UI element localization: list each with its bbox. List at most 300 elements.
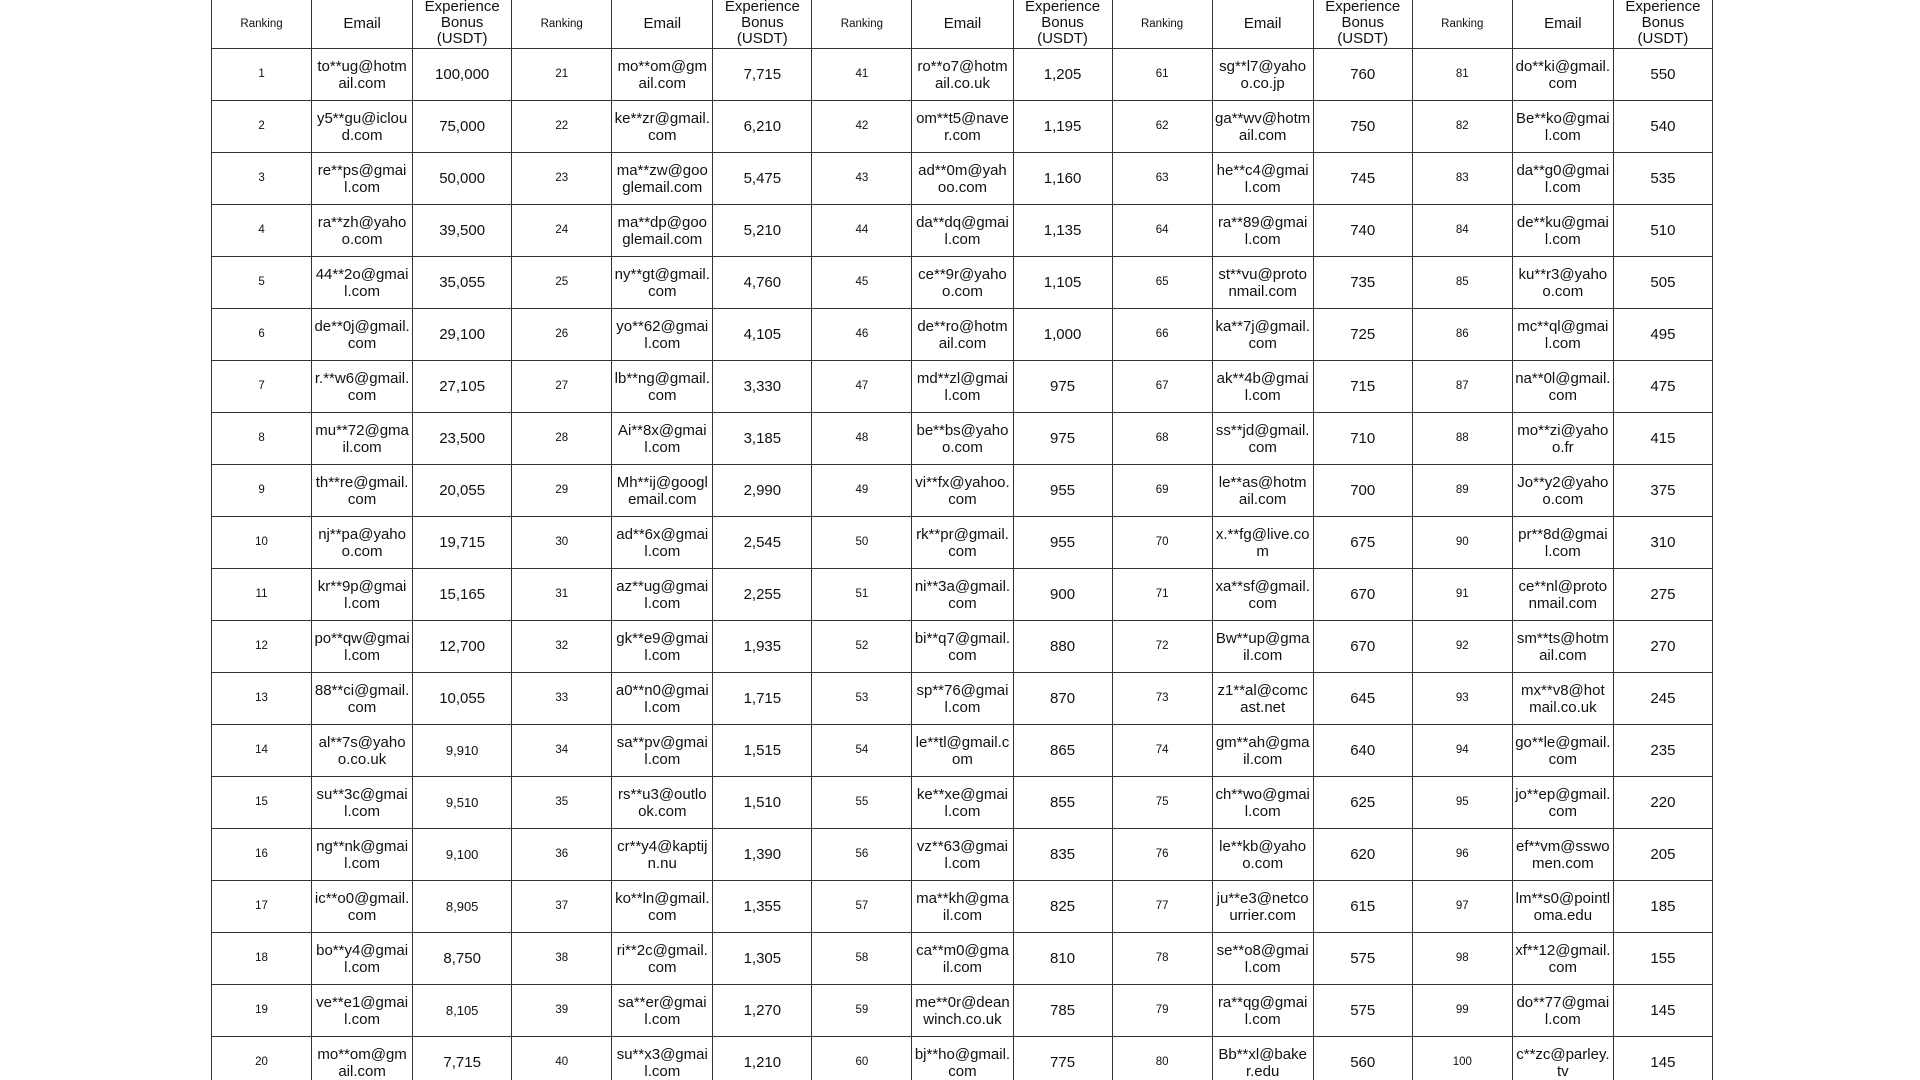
email-cell: ri**2c@gmail.com [612,933,713,985]
bonus-cell: 745 [1313,153,1412,205]
ranking-cell: 66 [1112,309,1212,361]
ranking-cell: 100 [1412,1037,1512,1080]
ranking-cell: 50 [812,517,912,569]
table-row [212,569,1713,621]
ranking-header: Ranking [212,0,312,49]
ranking-cell: 96 [1412,829,1512,881]
ranking-cell: 8 [212,413,312,465]
bonus-cell: 475 [1613,361,1712,413]
bonus-cell: 550 [1613,49,1712,101]
ranking-cell: 36 [512,829,612,881]
email-cell: ma**dp@googlemail.com [612,205,713,257]
bonus-cell: 640 [1313,725,1412,777]
bonus-cell: 2,545 [713,517,812,569]
bonus-cell: 5,210 [713,205,812,257]
bonus-cell: 145 [1613,1037,1712,1080]
bonus-cell: 7,715 [413,1037,512,1080]
ranking-cell: 49 [812,465,912,517]
ranking-cell: 3 [212,153,312,205]
email-cell: om**t5@naver.com [912,101,1013,153]
bonus-cell: 810 [1013,933,1112,985]
bonus-cell: 9,510 [413,777,512,829]
email-cell: ad**0m@yahoo.com [912,153,1013,205]
email-cell: re**ps@gmail.com [312,153,413,205]
email-cell: ak**4b@gmail.com [1212,361,1313,413]
email-cell: su**3c@gmail.com [312,777,413,829]
ranking-cell: 87 [1412,361,1512,413]
email-cell: rs**u3@outlook.com [612,777,713,829]
bonus-cell: 1,195 [1013,101,1112,153]
ranking-cell: 63 [1112,153,1212,205]
email-header: Email [312,0,413,49]
bonus-cell: 35,055 [413,257,512,309]
email-cell: ra**89@gmail.com [1212,205,1313,257]
bonus-cell: 625 [1313,777,1412,829]
email-cell: gm**ah@gmail.com [1212,725,1313,777]
bonus-cell: 235 [1613,725,1712,777]
email-cell: mo**zi@yahoo.fr [1512,413,1613,465]
ranking-cell: 20 [212,1037,312,1080]
email-cell: to**ug@hotmail.com [312,49,413,101]
ranking-cell: 77 [1112,881,1212,933]
bonus-cell: 855 [1013,777,1112,829]
email-cell: kr**9p@gmail.com [312,569,413,621]
email-cell: pr**8d@gmail.com [1512,517,1613,569]
email-cell: ke**zr@gmail.com [612,101,713,153]
ranking-cell: 25 [512,257,612,309]
email-cell: lb**ng@gmail.com [612,361,713,413]
ranking-cell: 98 [1412,933,1512,985]
bonus-cell: 8,105 [413,985,512,1037]
ranking-cell: 73 [1112,673,1212,725]
bonus-cell: 560 [1313,1037,1412,1080]
ranking-header: Ranking [512,0,612,49]
bonus-cell: 1,935 [713,621,812,673]
ranking-cell: 6 [212,309,312,361]
email-cell: Jo**y2@yahoo.com [1512,465,1613,517]
bonus-header: Experience Bonus (USDT) [1313,0,1412,49]
email-header: Email [612,0,713,49]
bonus-cell: 1,135 [1013,205,1112,257]
email-cell: mx**v8@hotmail.co.uk [1512,673,1613,725]
table-row [212,829,1713,881]
email-cell: po**qw@gmail.com [312,621,413,673]
email-cell: ra**qg@gmail.com [1212,985,1313,1037]
bonus-cell: 145 [1613,985,1712,1037]
email-header: Email [912,0,1013,49]
email-cell: ce**9r@yahoo.com [912,257,1013,309]
bonus-cell: 100,000 [413,49,512,101]
ranking-cell: 54 [812,725,912,777]
email-cell: z1**al@comcast.net [1212,673,1313,725]
ranking-cell: 13 [212,673,312,725]
ranking-cell: 21 [512,49,612,101]
ranking-cell: 91 [1412,569,1512,621]
email-cell: md**zl@gmail.com [912,361,1013,413]
ranking-cell: 45 [812,257,912,309]
email-cell: su**x3@gmail.com [612,1037,713,1080]
bonus-cell: 1,270 [713,985,812,1037]
email-cell: vz**63@gmail.com [912,829,1013,881]
email-cell: lm**s0@pointloma.edu [1512,881,1613,933]
ranking-cell: 40 [512,1037,612,1080]
bonus-cell: 12,700 [413,621,512,673]
email-cell: ng**nk@gmail.com [312,829,413,881]
email-cell: gk**e9@gmail.com [612,621,713,673]
email-cell: ca**m0@gmail.com [912,933,1013,985]
ranking-cell: 67 [1112,361,1212,413]
email-cell: ic**o0@gmail.com [312,881,413,933]
email-cell: rk**pr@gmail.com [912,517,1013,569]
bonus-cell: 510 [1613,205,1712,257]
bonus-cell: 620 [1313,829,1412,881]
ranking-cell: 86 [1412,309,1512,361]
email-cell: mu**72@gmail.com [312,413,413,465]
bonus-cell: 645 [1313,673,1412,725]
ranking-cell: 2 [212,101,312,153]
bonus-cell: 710 [1313,413,1412,465]
email-header: Email [1512,0,1613,49]
ranking-cell: 42 [812,101,912,153]
ranking-cell: 15 [212,777,312,829]
table-row [212,985,1713,1037]
ranking-cell: 81 [1412,49,1512,101]
ranking-cell: 1 [212,49,312,101]
ranking-cell: 37 [512,881,612,933]
ranking-cell: 90 [1412,517,1512,569]
bonus-cell: 270 [1613,621,1712,673]
ranking-cell: 10 [212,517,312,569]
ranking-cell: 80 [1112,1037,1212,1080]
email-header: Email [1212,0,1313,49]
email-cell: r.**w6@gmail.com [312,361,413,413]
email-cell: de**0j@gmail.com [312,309,413,361]
bonus-cell: 1,510 [713,777,812,829]
email-cell: Bw**up@gmail.com [1212,621,1313,673]
ranking-cell: 93 [1412,673,1512,725]
table-row [212,257,1713,309]
email-cell: go**le@gmail.com [1512,725,1613,777]
ranking-cell: 99 [1412,985,1512,1037]
email-cell: sa**pv@gmail.com [612,725,713,777]
bonus-cell: 760 [1313,49,1412,101]
ranking-cell: 46 [812,309,912,361]
table-body [212,49,1713,1080]
email-cell: ka**7j@gmail.com [1212,309,1313,361]
ranking-cell: 4 [212,205,312,257]
ranking-header: Ranking [1412,0,1512,49]
ranking-cell: 65 [1112,257,1212,309]
email-cell: mc**ql@gmail.com [1512,309,1613,361]
ranking-cell: 76 [1112,829,1212,881]
email-cell: ve**e1@gmail.com [312,985,413,1037]
ranking-cell: 62 [1112,101,1212,153]
bonus-cell: 1,305 [713,933,812,985]
ranking-cell: 48 [812,413,912,465]
email-cell: az**ug@gmail.com [612,569,713,621]
ranking-cell: 85 [1412,257,1512,309]
table-row [212,205,1713,257]
bonus-cell: 39,500 [413,205,512,257]
email-cell: Mh**ij@googlemail.com [612,465,713,517]
ranking-cell: 47 [812,361,912,413]
bonus-cell: 3,330 [713,361,812,413]
bonus-cell: 4,760 [713,257,812,309]
email-cell: do**77@gmail.com [1512,985,1613,1037]
email-cell: x.**fg@live.com [1212,517,1313,569]
table-row [212,101,1713,153]
bonus-cell: 275 [1613,569,1712,621]
bonus-cell: 900 [1013,569,1112,621]
email-cell: be**bs@yahoo.com [912,413,1013,465]
ranking-cell: 95 [1412,777,1512,829]
email-cell: vi**fx@yahoo.com [912,465,1013,517]
ranking-cell: 57 [812,881,912,933]
email-cell: th**re@gmail.com [312,465,413,517]
ranking-cell: 55 [812,777,912,829]
ranking-cell: 24 [512,205,612,257]
email-cell: jo**ep@gmail.com [1512,777,1613,829]
ranking-cell: 51 [812,569,912,621]
table-row [212,153,1713,205]
ranking-cell: 12 [212,621,312,673]
bonus-cell: 670 [1313,569,1412,621]
email-cell: ni**3a@gmail.com [912,569,1013,621]
ranking-cell: 26 [512,309,612,361]
ranking-cell: 84 [1412,205,1512,257]
bonus-cell: 2,990 [713,465,812,517]
email-cell: bo**y4@gmail.com [312,933,413,985]
bonus-cell: 375 [1613,465,1712,517]
bonus-header: Experience Bonus (USDT) [413,0,512,49]
ranking-cell: 52 [812,621,912,673]
email-cell: me**0r@deanwinch.co.uk [912,985,1013,1037]
bonus-cell: 975 [1013,413,1112,465]
bonus-cell: 825 [1013,881,1112,933]
email-cell: 88**ci@gmail.com [312,673,413,725]
ranking-cell: 11 [212,569,312,621]
email-cell: ko**ln@gmail.com [612,881,713,933]
email-cell: de**ro@hotmail.com [912,309,1013,361]
bonus-cell: 865 [1013,725,1112,777]
table-row [212,309,1713,361]
bonus-cell: 9,100 [413,829,512,881]
ranking-cell: 35 [512,777,612,829]
ranking-cell: 68 [1112,413,1212,465]
bonus-cell: 23,500 [413,413,512,465]
ranking-cell: 70 [1112,517,1212,569]
bonus-cell: 975 [1013,361,1112,413]
ranking-cell: 79 [1112,985,1212,1037]
bonus-cell: 750 [1313,101,1412,153]
table-row [212,465,1713,517]
email-cell: y5**gu@icloud.com [312,101,413,153]
ranking-cell: 88 [1412,413,1512,465]
email-cell: da**g0@gmail.com [1512,153,1613,205]
ranking-cell: 23 [512,153,612,205]
bonus-cell: 740 [1313,205,1412,257]
bonus-cell: 540 [1613,101,1712,153]
bonus-cell: 535 [1613,153,1712,205]
ranking-cell: 34 [512,725,612,777]
leaderboard-table [211,0,1713,1080]
email-cell: he**c4@gmail.com [1212,153,1313,205]
ranking-cell: 97 [1412,881,1512,933]
email-cell: sp**76@gmail.com [912,673,1013,725]
bonus-cell: 1,355 [713,881,812,933]
table-row [212,413,1713,465]
bonus-cell: 1,105 [1013,257,1112,309]
email-cell: le**kb@yahoo.com [1212,829,1313,881]
bonus-cell: 27,105 [413,361,512,413]
ranking-cell: 78 [1112,933,1212,985]
ranking-cell: 82 [1412,101,1512,153]
bonus-cell: 6,210 [713,101,812,153]
ranking-cell: 89 [1412,465,1512,517]
ranking-cell: 64 [1112,205,1212,257]
email-cell: le**tl@gmail.com [912,725,1013,777]
bonus-cell: 775 [1013,1037,1112,1080]
bonus-cell: 5,475 [713,153,812,205]
bonus-cell: 870 [1013,673,1112,725]
bonus-header: Experience Bonus (USDT) [713,0,812,49]
bonus-cell: 8,905 [413,881,512,933]
ranking-cell: 59 [812,985,912,1037]
ranking-cell: 14 [212,725,312,777]
bonus-cell: 3,185 [713,413,812,465]
ranking-cell: 72 [1112,621,1212,673]
table-row [212,1037,1713,1080]
bonus-cell: 735 [1313,257,1412,309]
email-cell: sg**l7@yahoo.co.jp [1212,49,1313,101]
ranking-cell: 74 [1112,725,1212,777]
bonus-cell: 670 [1313,621,1412,673]
bonus-cell: 10,055 [413,673,512,725]
bonus-header: Experience Bonus (USDT) [1613,0,1712,49]
bonus-cell: 155 [1613,933,1712,985]
ranking-cell: 7 [212,361,312,413]
bonus-cell: 185 [1613,881,1712,933]
ranking-cell: 39 [512,985,612,1037]
email-cell: se**o8@gmail.com [1212,933,1313,985]
email-cell: ad**6x@gmail.com [612,517,713,569]
ranking-cell: 32 [512,621,612,673]
bonus-cell: 575 [1313,933,1412,985]
table-row [212,881,1713,933]
email-cell: ma**zw@googlemail.com [612,153,713,205]
bonus-cell: 310 [1613,517,1712,569]
email-cell: ga**wv@hotmail.com [1212,101,1313,153]
bonus-cell: 8,750 [413,933,512,985]
bonus-cell: 415 [1613,413,1712,465]
ranking-cell: 94 [1412,725,1512,777]
ranking-cell: 19 [212,985,312,1037]
table-row [212,49,1713,101]
email-cell: ro**o7@hotmail.co.uk [912,49,1013,101]
email-cell: c**zc@parley.tv [1512,1037,1613,1080]
ranking-cell: 30 [512,517,612,569]
email-cell: bj**ho@gmail.com [912,1037,1013,1080]
email-cell: na**0l@gmail.com [1512,361,1613,413]
bonus-cell: 7,715 [713,49,812,101]
header-row [212,0,1713,49]
bonus-cell: 220 [1613,777,1712,829]
ranking-cell: 41 [812,49,912,101]
table-row [212,621,1713,673]
email-cell: le**as@hotmail.com [1212,465,1313,517]
email-cell: ny**gt@gmail.com [612,257,713,309]
bonus-cell: 20,055 [413,465,512,517]
ranking-cell: 69 [1112,465,1212,517]
email-cell: yo**62@gmail.com [612,309,713,361]
email-cell: Ai**8x@gmail.com [612,413,713,465]
email-cell: xa**sf@gmail.com [1212,569,1313,621]
email-cell: ma**kh@gmail.com [912,881,1013,933]
table-header [212,0,1713,49]
ranking-cell: 83 [1412,153,1512,205]
email-cell: al**7s@yahoo.co.uk [312,725,413,777]
email-cell: ef**vm@sswomen.com [1512,829,1613,881]
table-row [212,517,1713,569]
ranking-cell: 27 [512,361,612,413]
bonus-cell: 880 [1013,621,1112,673]
bonus-cell: 1,205 [1013,49,1112,101]
email-cell: st**vu@protonmail.com [1212,257,1313,309]
table-row [212,777,1713,829]
bonus-cell: 2,255 [713,569,812,621]
email-cell: sm**ts@hotmail.com [1512,621,1613,673]
bonus-cell: 505 [1613,257,1712,309]
email-cell: Be**ko@gmail.com [1512,101,1613,153]
ranking-cell: 75 [1112,777,1212,829]
bonus-cell: 725 [1313,309,1412,361]
bonus-cell: 785 [1013,985,1112,1037]
bonus-cell: 1,390 [713,829,812,881]
bonus-cell: 1,715 [713,673,812,725]
email-cell: 44**2o@gmail.com [312,257,413,309]
email-cell: mo**om@gmail.com [612,49,713,101]
email-cell: ce**nl@protonmail.com [1512,569,1613,621]
ranking-cell: 71 [1112,569,1212,621]
email-cell: mo**om@gmail.com [312,1037,413,1080]
email-cell: de**ku@gmail.com [1512,205,1613,257]
email-cell: cr**y4@kaptijn.nu [612,829,713,881]
email-cell: bi**q7@gmail.com [912,621,1013,673]
bonus-cell: 575 [1313,985,1412,1037]
bonus-cell: 715 [1313,361,1412,413]
ranking-cell: 92 [1412,621,1512,673]
ranking-cell: 17 [212,881,312,933]
bonus-cell: 19,715 [413,517,512,569]
bonus-cell: 9,910 [413,725,512,777]
email-cell: Bb**xl@baker.edu [1212,1037,1313,1080]
ranking-cell: 33 [512,673,612,725]
email-cell: ju**e3@netcourrier.com [1212,881,1313,933]
table-row [212,725,1713,777]
ranking-cell: 44 [812,205,912,257]
ranking-header: Ranking [1112,0,1212,49]
bonus-cell: 29,100 [413,309,512,361]
ranking-cell: 38 [512,933,612,985]
ranking-cell: 16 [212,829,312,881]
ranking-header: Ranking [812,0,912,49]
ranking-cell: 31 [512,569,612,621]
email-cell: ke**xe@gmail.com [912,777,1013,829]
ranking-cell: 29 [512,465,612,517]
bonus-cell: 615 [1313,881,1412,933]
email-cell: sa**er@gmail.com [612,985,713,1037]
email-cell: ch**wo@gmail.com [1212,777,1313,829]
